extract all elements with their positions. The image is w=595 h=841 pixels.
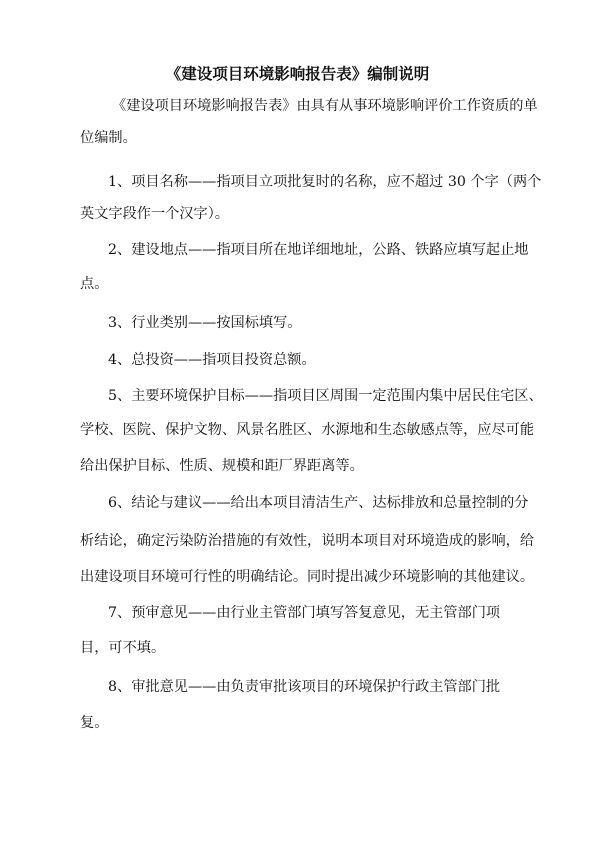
item-8-line-2: 复。 [80,715,109,731]
item-6-line-1: 6、结论与建议——给出本项目清洁生产、达标排放和总量控制的分 [108,495,529,511]
item-4-line-1: 4、总投资——指项目投资总额。 [108,352,316,368]
item-6-line-2: 析结论，确定污染防治措施的有效性，说明本项目对环境造成的影响，给 [80,533,535,549]
item-7-line-2: 目，可不填。 [80,640,166,656]
item-5-line-1: 5、主要环境保护目标——指项目区周围一定范围内集中居民住宅区、 [108,388,543,404]
intro-line-2: 位编制。 [80,130,137,146]
item-1-line-1: 1、项目名称——指项目立项批复时的名称，应不超过 30 个字（两个 [108,174,542,190]
item-1-line-2: 英文字段作一个汉字）。 [80,206,229,222]
item-2-line-1: 2、建设地点——指项目所在地详细地址，公路、铁路应填写起止地 [108,242,529,258]
intro-line-1: 《建设项目环境影响报告表》由具有从事环境影响评价工作资质的单 [112,98,538,114]
item-7-line-1: 7、预审意见——由行业主管部门填写答复意见，无主管部门项 [108,605,501,621]
item-8-line-1: 8、审批意见——由负责审批该项目的环境保护行政主管部门批 [108,679,501,695]
item-6-line-3: 出建设项目环境可行性的明确结论。同时提出减少环境影响的其他建议。 [80,569,535,585]
item-5-line-2: 学校、医院、保护文物、风景名胜区、水源地和生态敏感点等，应尽可能 [80,422,535,438]
item-2-line-2: 点。 [80,276,109,292]
item-3-line-1: 3、行业类别——按国标填写。 [108,315,302,331]
document-title: 《建设项目环境影响报告表》编制说明 [165,65,430,83]
item-5-line-3: 给出保护目标、性质、规模和距厂界距离等。 [80,458,364,474]
